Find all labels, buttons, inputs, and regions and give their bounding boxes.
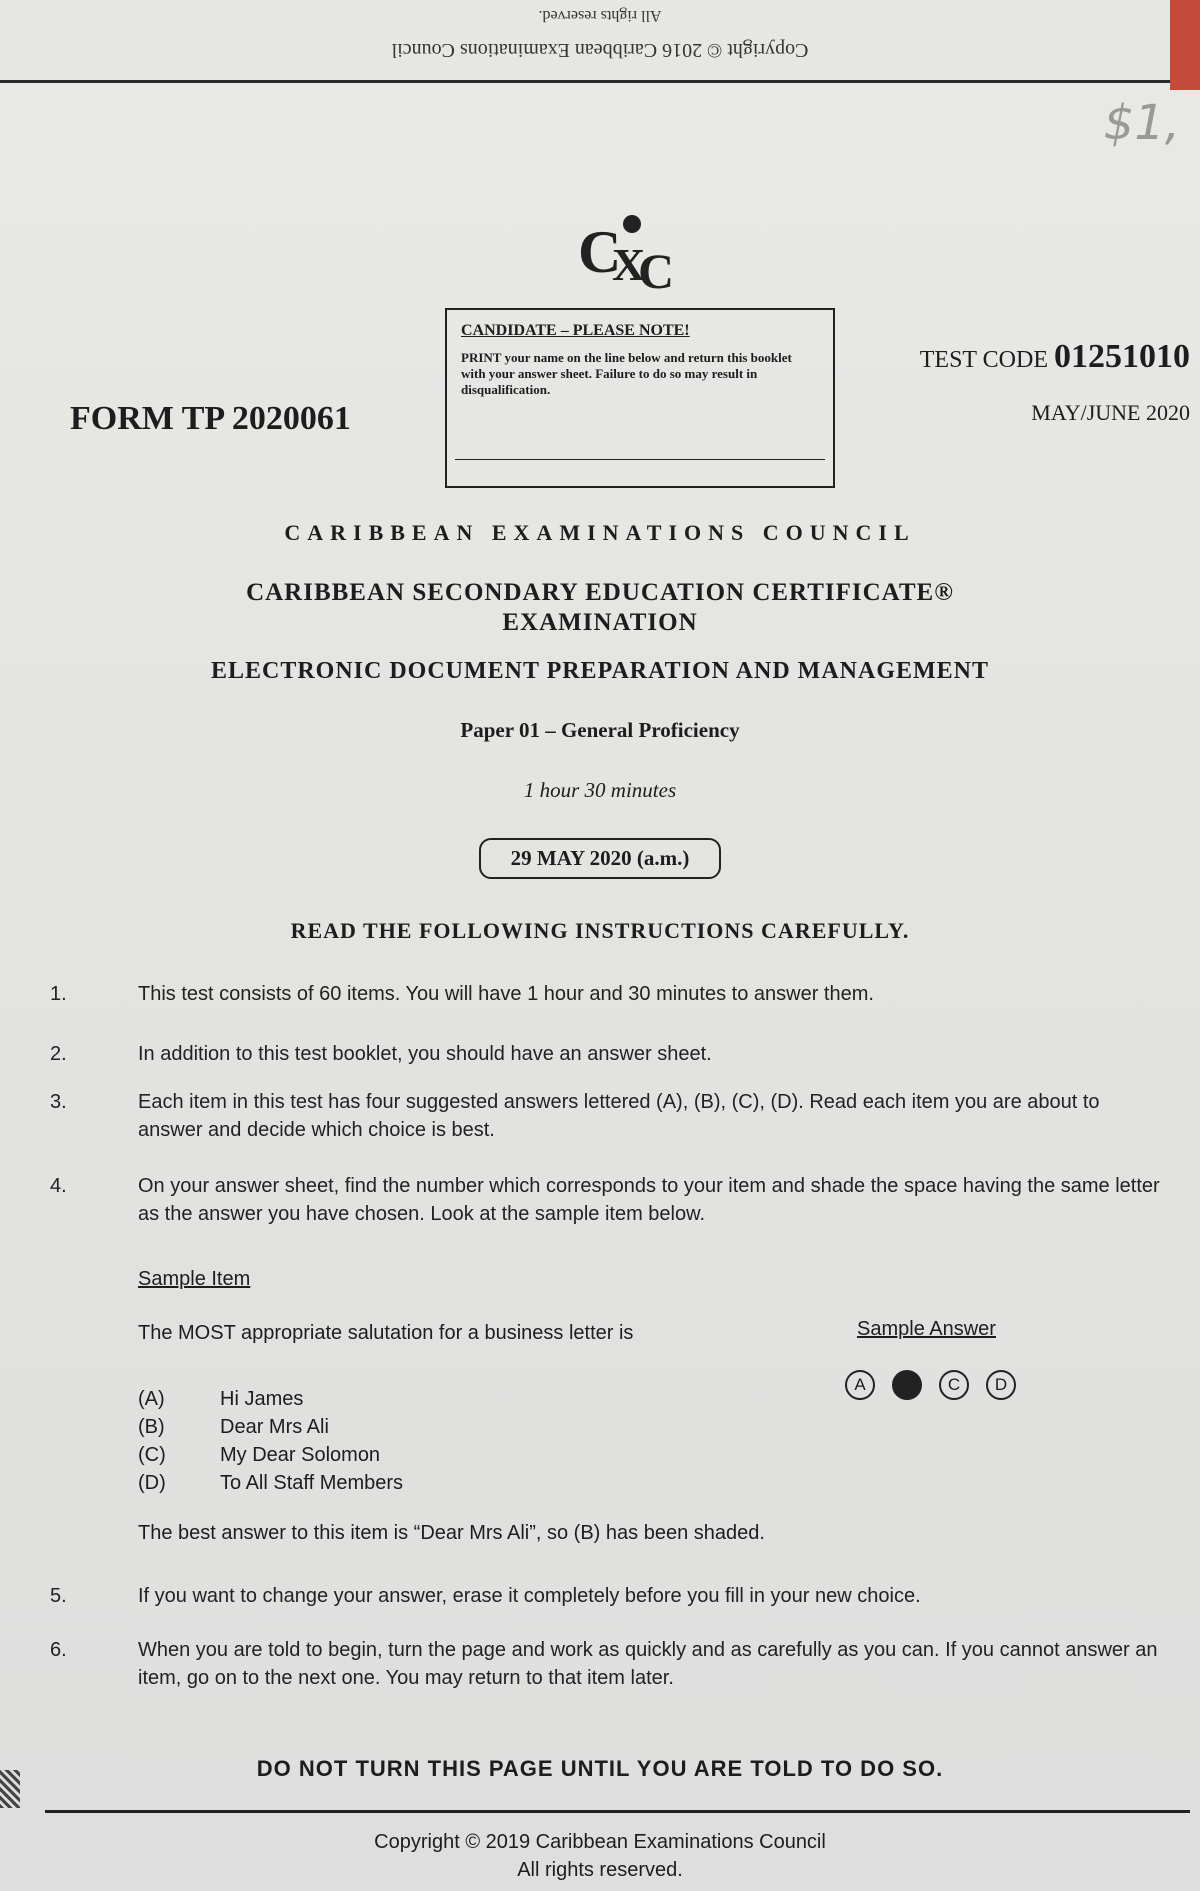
test-code-value: 01251010 — [1054, 338, 1190, 375]
option-letter: (B) — [138, 1416, 165, 1438]
footer-copyright — [0, 1828, 1200, 1884]
test-code — [920, 338, 1190, 376]
instruction-number: 3. — [50, 1091, 67, 1113]
sample-question: The MOST appropriate salutation for a business letter is — [138, 1322, 634, 1344]
answer-bubble-c[interactable]: C — [939, 1370, 969, 1400]
option-row — [138, 1441, 403, 1469]
instruction-item — [50, 1636, 1160, 1692]
instruction-text: On your answer sheet, find the number which corresponds to your item and shade the space having the same letter as the answer you have chosen. Look at the sample item below. — [138, 1175, 1160, 1225]
exam-date-wrapper — [0, 838, 1200, 879]
council-heading: CARIBBEAN EXAMINATIONS COUNCIL — [284, 520, 916, 545]
footer-rule — [45, 1810, 1190, 1813]
candidate-notice-box — [445, 308, 835, 488]
option-letter: (D) — [138, 1472, 166, 1494]
option-text: To All Staff Members — [220, 1472, 404, 1494]
notice-title: CANDIDATE – PLEASE NOTE! — [461, 322, 690, 339]
instruction-number: 4. — [50, 1175, 67, 1197]
svg-text:C: C — [578, 219, 622, 285]
answer-bubble-b[interactable]: B — [892, 1370, 922, 1400]
previous-page-strip — [0, 0, 1200, 83]
best-answer-note: The best answer to this item is “Dear Mrs Ali”, so (B) has been shaded. — [138, 1522, 765, 1544]
duration: 1 hour 30 minutes — [523, 778, 677, 802]
option-text: Hi James — [220, 1388, 304, 1410]
rights-text: All rights reserved. — [517, 1859, 683, 1881]
subject-heading: ELECTRONIC DOCUMENT PREPARATION AND MANAGEMENT — [210, 658, 990, 684]
answer-bubble-d[interactable]: D — [986, 1370, 1016, 1400]
exam-date: 29 MAY 2020 (a.m.) — [479, 838, 722, 879]
instruction-item — [50, 1088, 1160, 1144]
certificate-line-1: CARIBBEAN SECONDARY EDUCATION CERTIFICATE® — [246, 579, 954, 606]
option-letter: (C) — [138, 1444, 166, 1466]
paper-heading: Paper 01 – General Proficiency — [460, 718, 740, 742]
instruction-number: 1. — [50, 983, 67, 1005]
instruction-text: If you want to change your answer, erase it completely before you fill in your new choice. — [138, 1585, 921, 1607]
sample-answer-bubbles — [845, 1370, 1016, 1400]
form-number: FORM TP 2020061 — [70, 400, 351, 437]
sample-answer-title: Sample Answer — [857, 1318, 996, 1340]
certificate-line-2: EXAMINATION — [502, 609, 698, 636]
test-code-label: TEST CODE — [919, 347, 1048, 373]
name-line[interactable] — [455, 459, 825, 460]
instruction-item — [50, 1040, 1160, 1068]
notice-text: PRINT your name on the line below and return this booklet with your answer sheet. Failure to do so may result in disqualification. — [461, 350, 792, 397]
instruction-text: This test consists of 60 items. You will have 1 hour and 30 minutes to answer them. — [138, 983, 874, 1005]
instruction-number: 6. — [50, 1639, 67, 1661]
barcode-icon — [0, 1770, 20, 1808]
svg-text:X: X — [612, 239, 646, 290]
instruction-item — [50, 1172, 1160, 1228]
sample-options — [138, 1385, 403, 1497]
upside-copyright: Copyright © 2016 Caribbean Examinations Council — [391, 39, 809, 61]
instruction-text: Each item in this test has four suggested answers lettered (A), (B), (C), (D). Read each item you are about to answer and decide which choice is best. — [138, 1091, 1100, 1141]
option-text: Dear Mrs Ali — [220, 1416, 329, 1438]
exam-session: MAY/JUNE 2020 — [1031, 400, 1190, 425]
red-paper-corner — [1170, 0, 1200, 90]
do-not-turn-notice: DO NOT TURN THIS PAGE UNTIL YOU ARE TOLD TO DO SO. — [256, 1756, 944, 1781]
instruction-number: 5. — [50, 1585, 67, 1607]
upside-rights: All rights reserved. — [538, 7, 662, 24]
option-row — [138, 1413, 403, 1441]
instructions-heading: READ THE FOLLOWING INSTRUCTIONS CAREFULLY. — [290, 918, 910, 943]
answer-bubble-a[interactable]: A — [845, 1370, 875, 1400]
certificate-heading — [0, 578, 1200, 638]
cxc-logo-icon — [572, 210, 682, 295]
option-row — [138, 1469, 403, 1497]
instruction-item — [50, 980, 1160, 1008]
instruction-text: In addition to this test booklet, you should have an answer sheet. — [138, 1043, 712, 1065]
sample-item-title: Sample Item — [138, 1268, 251, 1290]
svg-text:C: C — [638, 243, 675, 295]
instruction-text: When you are told to begin, turn the page and work as quickly and as carefully as you can. If you cannot answer an item, go on to the next one. You may return to that item later. — [138, 1639, 1158, 1689]
option-text: My Dear Solomon — [220, 1444, 381, 1466]
handwritten-mark: $1, — [1103, 95, 1180, 151]
instruction-number: 2. — [50, 1043, 67, 1065]
copyright-text: Copyright © 2019 Caribbean Examinations Council — [374, 1831, 826, 1853]
instruction-item — [50, 1582, 1160, 1610]
option-letter: (A) — [138, 1388, 165, 1410]
option-row — [138, 1385, 403, 1413]
